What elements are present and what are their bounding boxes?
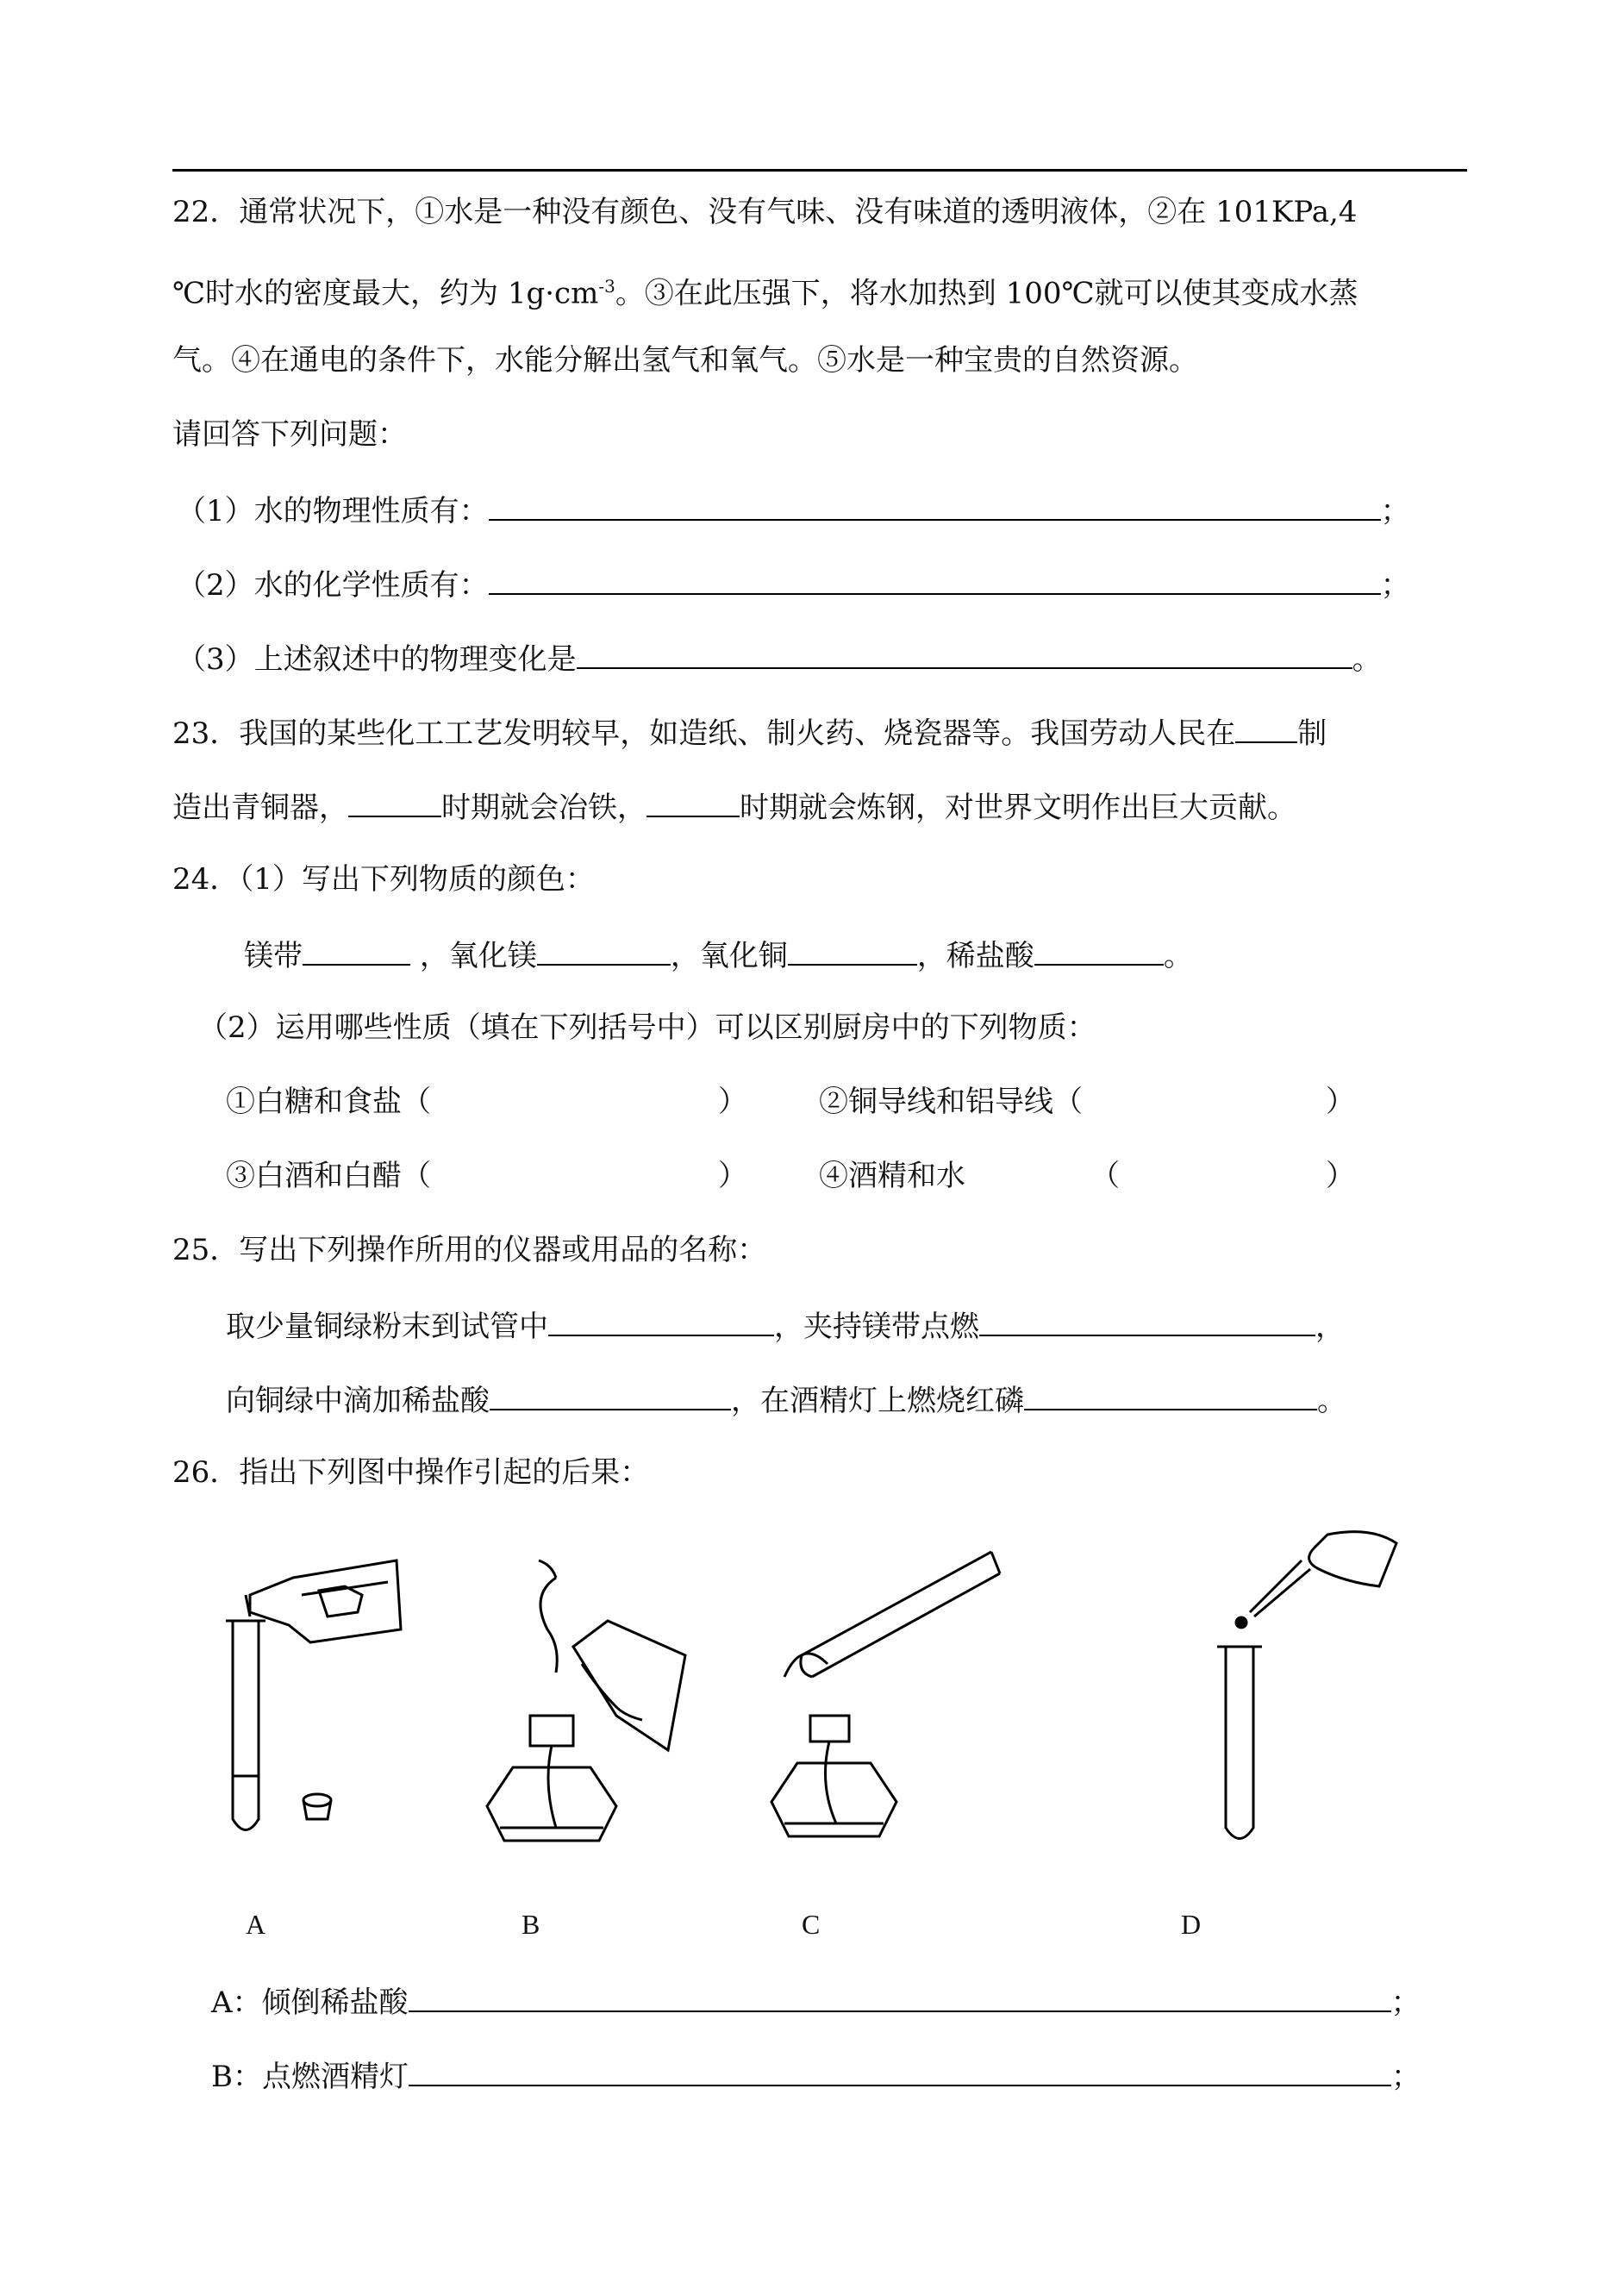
figure-c-label: C [802, 1909, 821, 1940]
q24-item2-close: ） [1326, 1085, 1355, 1119]
q25-row1-end: ， [1315, 1310, 1345, 1344]
q22-sub2-label: （2）水的化学性质有： [177, 568, 489, 603]
figure-b-label: B [522, 1909, 540, 1940]
q22-line2 [172, 267, 1359, 312]
answer-blank[interactable] [409, 2055, 1391, 2086]
answer-blank[interactable] [409, 1981, 1391, 2012]
q22-sub1-label: （1）水的物理性质有： [177, 494, 489, 528]
q24-colors-end: 。 [1163, 939, 1193, 973]
q24-mgo: ，氧化镁 [419, 939, 537, 973]
q23-line1-text: 23．我国的某些化工工艺发明较早，如造纸、制火药、烧瓷器等。我国劳动人民在 [172, 716, 1236, 751]
q22-sub1-end: ； [1380, 494, 1410, 528]
q24-item2: ②铜导线和铝导线（ [819, 1085, 1083, 1119]
answer-blank[interactable] [348, 786, 441, 817]
q25-c: 向铜绿中滴加稀盐酸 [226, 1384, 490, 1418]
q24-item4-close: ） [1326, 1159, 1355, 1193]
q22-sub2-end: ； [1380, 568, 1410, 603]
q24-part1: 24．（1）写出下列物质的颜色： [172, 862, 595, 897]
figure-a [215, 1543, 414, 1854]
q24-mg: 镁带 [244, 939, 303, 973]
q24-item1: ①白糖和食盐（ [226, 1085, 431, 1119]
q25-b: ，夹持镁带点燃 [774, 1310, 979, 1344]
answer-blank[interactable] [577, 638, 1352, 669]
q24-hcl: ，稀盐酸 [916, 939, 1034, 973]
figure-b [478, 1543, 694, 1854]
answer-blank[interactable] [303, 935, 410, 966]
q26-ansB-label: B：点燃酒精灯 [211, 2060, 409, 2094]
answer-blank[interactable] [537, 935, 671, 966]
q26-answer-a [211, 1981, 1421, 2022]
q25-a: 取少量铜绿粉末到试管中 [226, 1310, 548, 1344]
q23-line2 [172, 786, 1296, 827]
answer-blank[interactable] [548, 1305, 774, 1336]
q25-row2 [226, 1379, 1346, 1420]
q23-line2a: 造出青铜器， [172, 791, 348, 825]
q26-ansA-label: A：倾倒稀盐酸 [211, 1985, 409, 2020]
q24-item1-close: ） [718, 1085, 747, 1119]
q22-sub3-label: （3）上述叙述中的物理变化是 [177, 642, 577, 677]
q24-item4: ④酒精和水 [819, 1159, 965, 1193]
answer-blank[interactable] [1024, 1379, 1317, 1410]
answer-blank[interactable] [788, 935, 917, 966]
q26-ansB-end: ； [1391, 2060, 1421, 2094]
header-rule [172, 169, 1467, 172]
q23-line1 [172, 712, 1327, 753]
figure-d-label: D [1181, 1909, 1202, 1940]
q22-line2a: ℃时水的密度最大，约为 1g·cm [172, 276, 599, 311]
q25-row2-end: 。 [1317, 1384, 1346, 1418]
q24-item4-open: （ [1090, 1159, 1120, 1193]
q26-ansA-end: ； [1390, 1985, 1421, 2020]
q24-item3: ③白酒和白醋（ [226, 1159, 431, 1193]
answer-blank[interactable] [646, 786, 740, 817]
answer-blank[interactable] [490, 1379, 731, 1410]
q22-line1: 22．通常状况下，①水是一种没有颜色、没有气味、没有味道的透明液体，②在 101KPa,4 [172, 195, 1358, 229]
answer-blank[interactable] [979, 1305, 1315, 1336]
answer-blank[interactable] [1235, 712, 1297, 743]
answer-blank[interactable] [489, 564, 1381, 595]
q22-sub3-end: 。 [1352, 642, 1382, 677]
q22-line3: 气。④在通电的条件下，水能分解出氢气和氧气。⑤水是一种宝贵的自然资源。 [172, 343, 1198, 378]
q22-exponent: -3 [598, 276, 615, 297]
figure-c [750, 1526, 1009, 1854]
q22-sub1 [177, 490, 1410, 530]
q22-sub3 [177, 638, 1382, 678]
q26-title: 26．指出下列图中操作引起的后果： [172, 1455, 650, 1490]
q24-cuo: ，氧化铜 [670, 939, 788, 973]
answer-blank[interactable] [1034, 935, 1164, 966]
q26-answer-b [211, 2055, 1421, 2096]
figure-a-label: A [246, 1909, 266, 1940]
q22-prompt: 请回答下列问题： [172, 417, 407, 452]
figure-d [1172, 1517, 1414, 1854]
q24-colors [244, 935, 1193, 975]
q23-line2c: 时期就会炼钢，对世界文明作出巨大贡献。 [740, 791, 1296, 825]
q25-d: ，在酒精灯上燃烧红磷 [731, 1384, 1024, 1418]
answer-blank[interactable] [489, 490, 1381, 521]
q22-line2b: 。③在此压强下，将水加热到 100℃就可以使其变成水蒸 [615, 276, 1359, 311]
q23-line2b: 时期就会冶铁， [441, 791, 646, 825]
q22-sub2 [177, 564, 1410, 604]
q25-row1 [226, 1305, 1345, 1346]
q23-line1-end: 制 [1297, 716, 1327, 751]
q24-part2: （2）运用哪些性质（填在下列括号中）可以区别厨房中的下列物质： [198, 1010, 1096, 1045]
q24-item3-close: ） [718, 1159, 747, 1193]
q25-title: 25．写出下列操作所用的仪器或用品的名称： [172, 1233, 767, 1267]
